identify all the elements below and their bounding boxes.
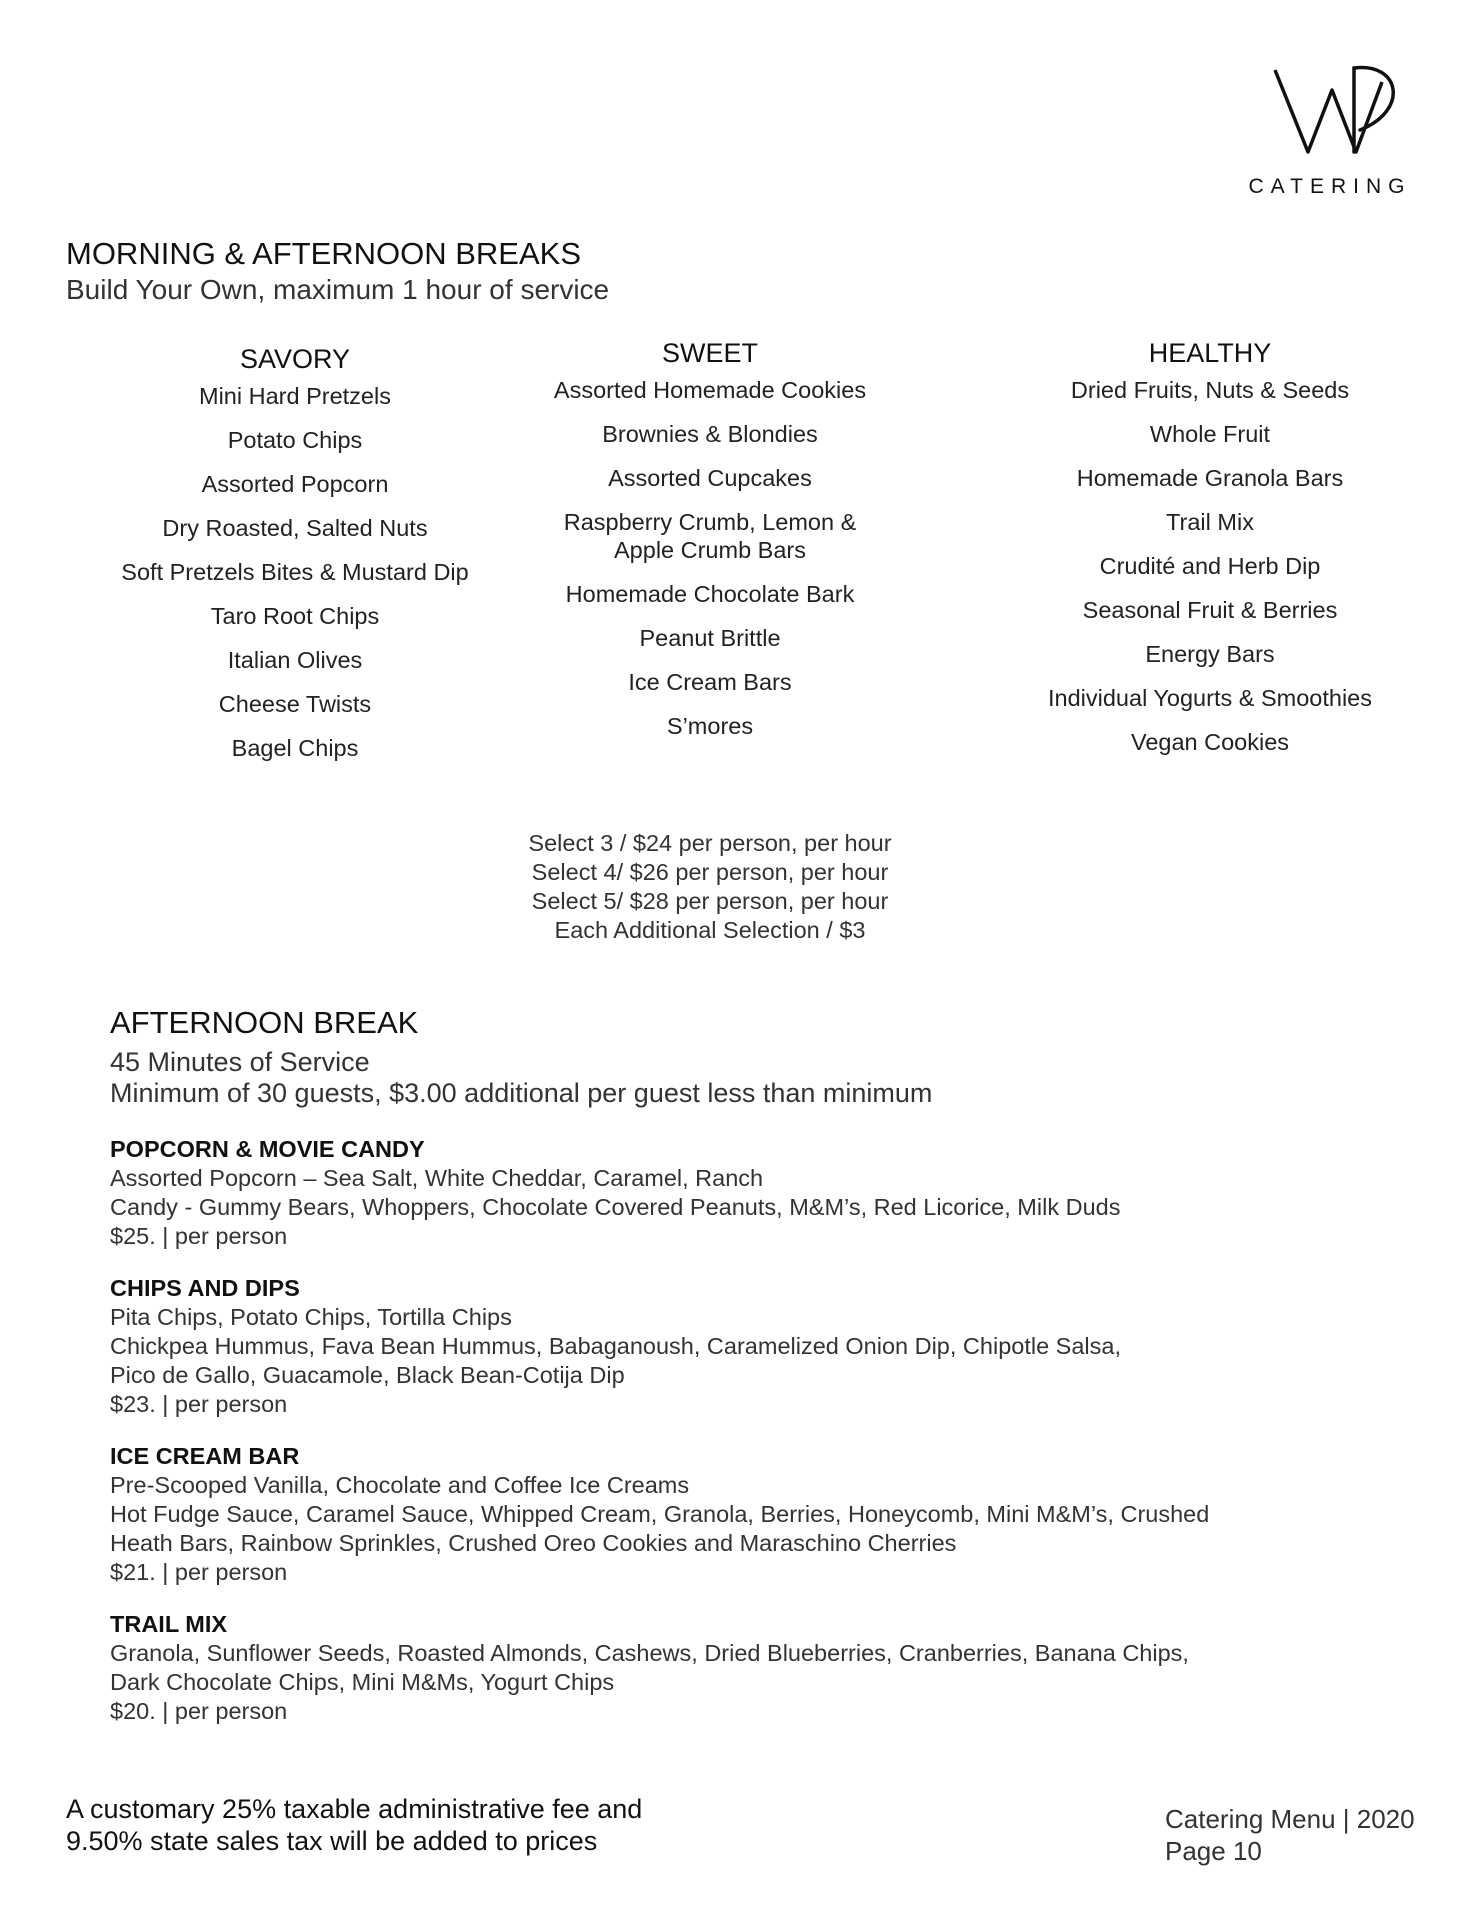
savory-item: Bagel Chips <box>231 735 359 761</box>
healthy-item: Trail Mix <box>1166 509 1254 535</box>
package-line: Heath Bars, Rainbow Sprinkles, Crushed Oreo Cookies and Maraschino Cherries <box>110 1530 957 1556</box>
breaks-title: MORNING & AFTERNOON BREAKS <box>66 236 582 271</box>
sweet-item: Assorted Homemade Cookies <box>553 377 867 403</box>
sweet-item: Ice Cream Bars <box>628 669 792 695</box>
savory-item: Taro Root Chips <box>210 603 380 629</box>
healthy-item: Crudité and Herb Dip <box>1099 553 1321 579</box>
savory-column <box>80 344 510 778</box>
package-line: Pre-Scooped Vanilla, Chocolate and Coffee Ice Creams <box>110 1472 690 1498</box>
package-line: Chickpea Hummus, Fava Bean Hummus, Babaganoush, Caramelized Onion Dip, Chipotle Salsa, <box>110 1333 1121 1359</box>
sweet-item: S’mores <box>666 713 754 739</box>
package-trail-mix <box>110 1610 1390 1726</box>
healthy-item: Homemade Granola Bars <box>1076 465 1344 491</box>
healthy-item: Energy Bars <box>1145 641 1275 667</box>
package-price: $25. | per person <box>110 1223 288 1249</box>
page-number: Page 10 <box>1165 1836 1262 1866</box>
savory-item: Assorted Popcorn <box>201 471 389 497</box>
package-line: Assorted Popcorn – Sea Salt, White Cheddar, Caramel, Ranch <box>110 1165 764 1191</box>
healthy-column <box>1000 338 1420 772</box>
tax-fee-note <box>66 1793 642 1857</box>
sweet-item: Assorted Cupcakes <box>608 465 812 491</box>
package-line: Dark Chocolate Chips, Mini M&Ms, Yogurt Chips <box>110 1669 615 1695</box>
savory-item: Cheese Twists <box>218 691 372 717</box>
package-line: Hot Fudge Sauce, Caramel Sauce, Whipped Cream, Granola, Berries, Honeycomb, Mini M&M’s, Crushed <box>110 1501 1210 1527</box>
package-name: ICE CREAM BAR <box>110 1443 300 1469</box>
healthy-item: Dried Fruits, Nuts & Seeds <box>1070 377 1350 403</box>
sweet-item: Peanut Brittle <box>639 625 781 651</box>
pricing-line: Each Additional Selection / $3 <box>554 917 866 943</box>
sweet-item: Raspberry Crumb, Lemon & Apple Crumb Bars <box>563 509 857 563</box>
page-footer <box>1165 1803 1415 1867</box>
package-chips-dips <box>110 1274 1390 1419</box>
package-name: CHIPS AND DIPS <box>110 1275 300 1301</box>
package-ice-cream <box>110 1442 1390 1587</box>
savory-item: Mini Hard Pretzels <box>199 383 391 409</box>
package-price: $20. | per person <box>110 1698 288 1724</box>
package-line: Candy - Gummy Bears, Whoppers, Chocolate Covered Peanuts, M&M’s, Red Licorice, Milk Duds <box>110 1194 1121 1220</box>
savory-item: Italian Olives <box>227 647 363 673</box>
package-price: $21. | per person <box>110 1559 288 1585</box>
tax-note-line: A customary 25% taxable administrative fee and <box>66 1794 643 1824</box>
healthy-item: Vegan Cookies <box>1130 729 1290 755</box>
tax-note-line: 9.50% state sales tax will be added to prices <box>66 1826 598 1856</box>
package-line: Pico de Gallo, Guacamole, Black Bean-Cotija Dip <box>110 1362 625 1388</box>
logo-wordmark: CATERING <box>1248 175 1412 198</box>
healthy-item: Whole Fruit <box>1149 421 1271 447</box>
healthy-item: Individual Yogurts & Smoothies <box>1048 685 1372 711</box>
afternoon-service: 45 Minutes of Service <box>110 1047 370 1077</box>
afternoon-title: AFTERNOON BREAK <box>110 1005 419 1040</box>
sweet-heading: SWEET <box>661 338 758 368</box>
sweet-item: Homemade Chocolate Bark <box>565 581 855 607</box>
savory-item: Potato Chips <box>227 427 363 453</box>
pricing-line: Select 5/ $28 per person, per hour <box>531 888 889 914</box>
wp-monogram-icon <box>1270 60 1410 160</box>
package-line: Granola, Sunflower Seeds, Roasted Almonds, Cashews, Dried Blueberries, Cranberries, Banana Chips, <box>110 1640 1189 1666</box>
healthy-heading: HEALTHY <box>1148 338 1272 368</box>
wp-catering-logo <box>1230 60 1430 205</box>
package-line: Pita Chips, Potato Chips, Tortilla Chips <box>110 1304 512 1330</box>
savory-heading: SAVORY <box>239 344 351 374</box>
pricing-block <box>460 829 960 945</box>
package-price: $23. | per person <box>110 1391 288 1417</box>
sweet-item: Brownies & Blondies <box>602 421 818 447</box>
package-name: TRAIL MIX <box>110 1611 228 1637</box>
healthy-item: Seasonal Fruit & Berries <box>1082 597 1338 623</box>
afternoon-minimum: Minimum of 30 guests, $3.00 additional per guest less than minimum <box>110 1078 933 1108</box>
package-popcorn <box>110 1135 1390 1251</box>
menu-label: Catering Menu | 2020 <box>1165 1804 1415 1834</box>
pricing-line: Select 3 / $24 per person, per hour <box>528 830 892 856</box>
savory-item: Dry Roasted, Salted Nuts <box>162 515 428 541</box>
pricing-line: Select 4/ $26 per person, per hour <box>531 859 889 885</box>
afternoon-break-section <box>110 1005 1390 1726</box>
sweet-column <box>510 338 910 756</box>
package-name: POPCORN & MOVIE CANDY <box>110 1136 425 1162</box>
breaks-subtitle: Build Your Own, maximum 1 hour of service <box>66 274 610 305</box>
savory-item: Soft Pretzels Bites & Mustard Dip <box>121 559 469 585</box>
